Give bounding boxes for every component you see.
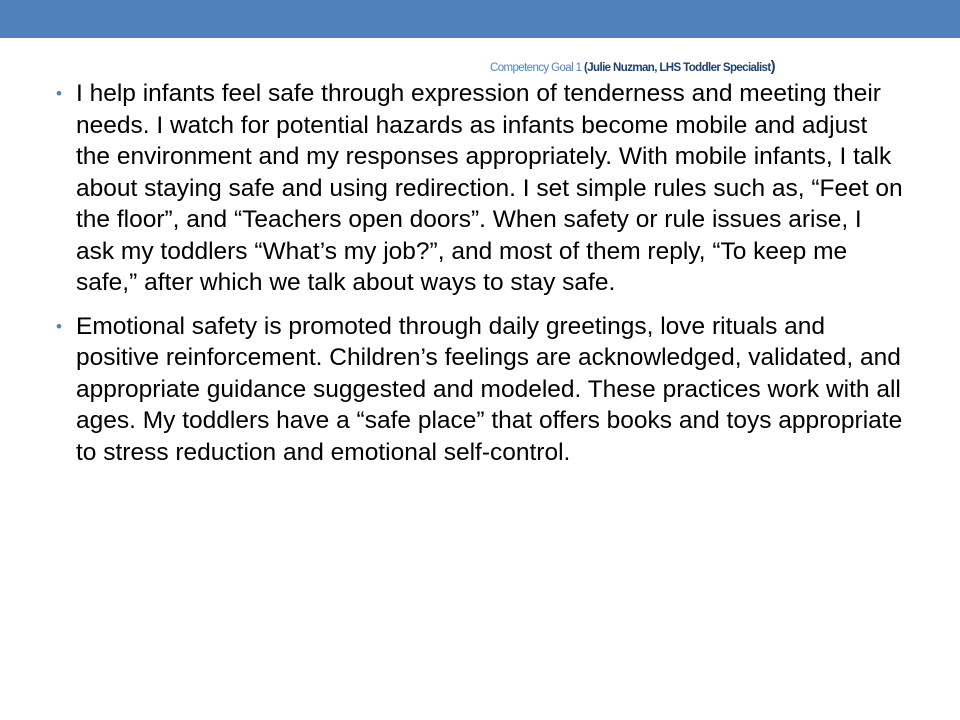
bullet-text: I help infants feel safe through expression of tenderness and meeting their needs. I watch for potential hazards as infants become mobile and adjust the environment and my responses appropriately. With mobile infants, I talk about staying safe and using redirection. I set simple rules such as, “Feet on the floor”, and “Teachers open doors”. When safety or rule issues arise, I ask my toddlers “What’s my job?”, and most of them reply, “To keep me safe,” after which we talk about ways to stay safe.: [76, 80, 903, 296]
subtitle-name: (Julie Nuzman, LHS Toddler Specialist: [584, 62, 771, 74]
subtitle-close-paren: ): [770, 58, 775, 75]
bullet-dot-icon: •: [56, 84, 62, 103]
bullet-item-safety: [56, 78, 906, 299]
bullet-item-emotional-safety: [56, 311, 906, 469]
slide-body: [56, 78, 906, 480]
top-accent-bar: [0, 0, 960, 38]
subtitle-prefix: Competency Goal 1: [490, 62, 585, 74]
slide-subtitle: [490, 58, 775, 75]
bullet-dot-icon: •: [56, 316, 62, 336]
bullet-text: Emotional safety is promoted through daily greetings, love rituals and positive reinforcement. Children’s feelings are acknowledged, validated, and appropriate guidance suggested and modeled. These practices work with all ages. My toddlers have a “safe place” that offers books and toys appropriate to stress reduction and emotional self-control.: [76, 312, 903, 466]
